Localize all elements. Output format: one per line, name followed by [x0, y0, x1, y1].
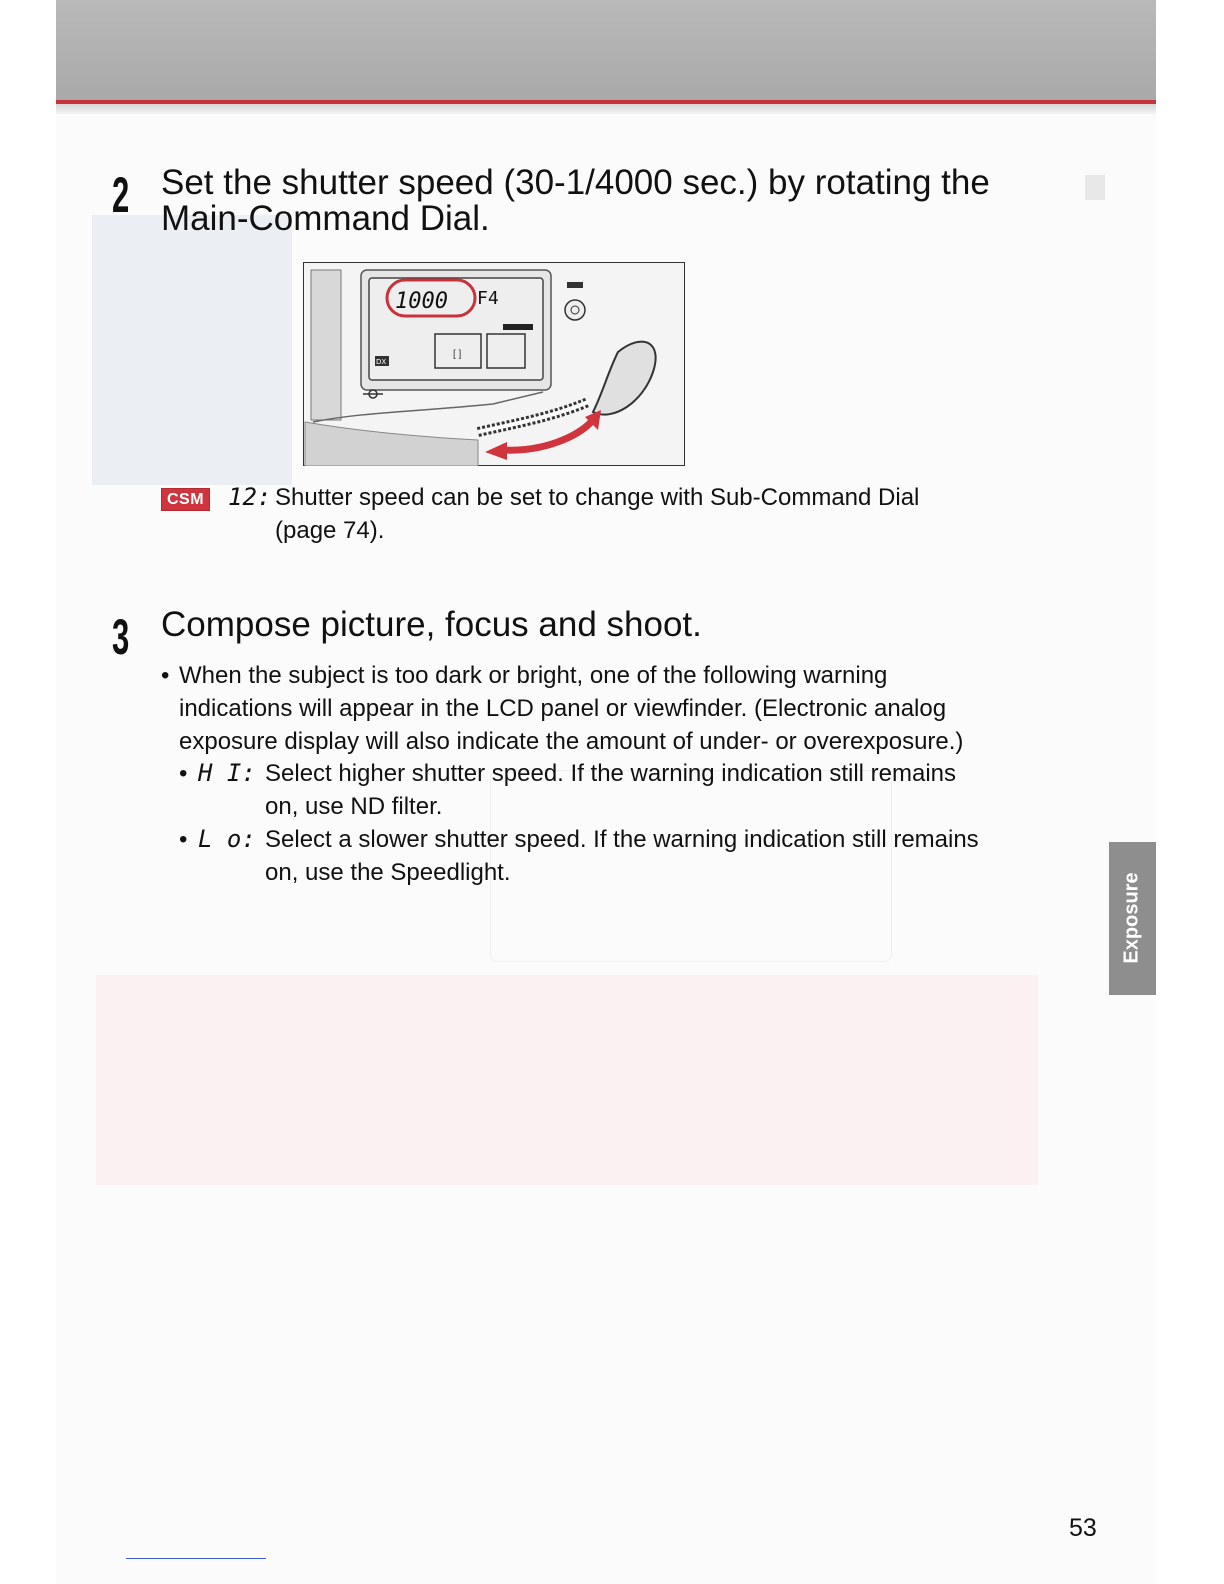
svg-text:[ ]: [ ]: [453, 349, 462, 360]
hi-warning-code: H I:: [198, 759, 256, 787]
csm-code: 12:: [228, 483, 272, 511]
step-number-3: 3: [112, 609, 130, 665]
bullet-dot: •: [179, 826, 188, 853]
lo-warning-code: L o:: [198, 825, 256, 853]
bottom-link-underline: [126, 1558, 266, 1559]
page-number: 53: [1069, 1514, 1097, 1542]
bullet-dot: •: [179, 760, 188, 787]
warning-text-line3: exposure display will also indicate the amount of under- or overexposure.): [179, 728, 964, 755]
step2-title-line1: Set the shutter speed (30-1/4000 sec.) by rotating the: [161, 163, 990, 202]
hi-warning-text-line2: on, use ND filter.: [265, 793, 443, 820]
section-side-tab-label: Exposure: [1120, 872, 1143, 964]
lcd-shutter-readout: 1000: [395, 289, 448, 314]
camera-lcd-illustration: [303, 262, 685, 466]
lcd-dx-label: DX: [376, 358, 387, 366]
lo-warning-text-line1: Select a slower shutter speed. If the warning indication still remains: [265, 826, 979, 853]
lo-warning-text-line2: on, use the Speedlight.: [265, 859, 511, 886]
bleed-through-note-box: [96, 975, 1038, 1185]
bleed-through-photo: [92, 215, 292, 485]
header-band: [56, 0, 1156, 100]
step-number-2: 2: [112, 167, 130, 223]
lcd-aperture-readout: F4: [477, 288, 499, 309]
warning-text-line2: indications will appear in the LCD panel or viewfinder. (Electronic analog: [179, 695, 947, 722]
header-gray-rule: [56, 104, 1156, 114]
csm-badge: CSM: [161, 488, 210, 511]
warning-text-line1: When the subject is too dark or bright, one of the following warning: [179, 662, 888, 689]
bleed-through-marker: [1085, 175, 1105, 200]
bleed-through-figure: [490, 770, 892, 962]
csm-text-line2: (page 74).: [275, 517, 385, 544]
hi-warning-text-line1: Select higher shutter speed. If the warning indication still remains: [265, 760, 957, 787]
step3-title: Compose picture, focus and shoot.: [161, 605, 702, 644]
bullet-dot: •: [161, 662, 170, 689]
csm-text-line1: Shutter speed can be set to change with Sub-Command Dial: [275, 484, 920, 511]
step2-title-line2: Main-Command Dial.: [161, 199, 490, 238]
